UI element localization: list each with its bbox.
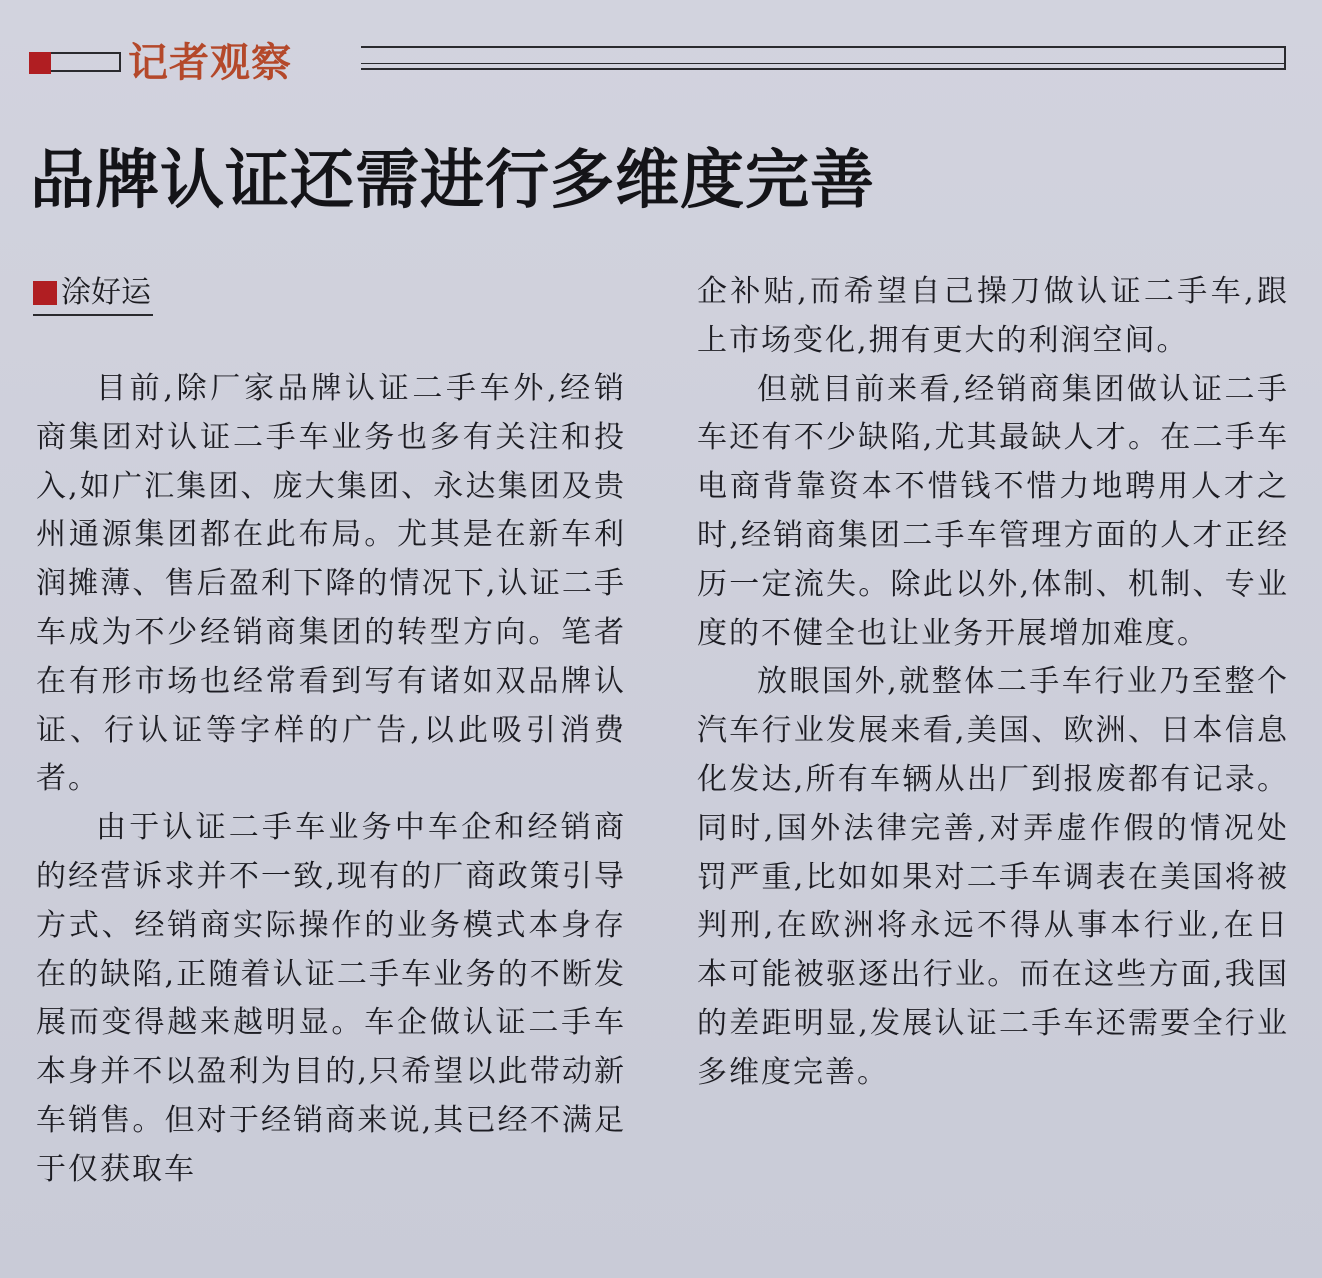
author-name: 涂好运 <box>61 275 151 310</box>
paragraph: 由于认证二手车业务中车企和经销商的经营诉求并不一致,现有的厂商政策引导方式、经销商实际操作的业务模式本身存在的缺陷,正随着认证二手车业务的不断发展而变得越来越明显。车企做认证二手车本身并不以盈利为目的,只希望以此带动新车销售。但对于经销商来说,其已经不满足于仅获取车 <box>36 810 626 1187</box>
paragraph: 放眼国外,就整体二手车行业乃至整个汽车行业发展来看,美国、欧洲、日本信息化发达,所有车辆从出厂到报废都有记录。同时,国外法律完善,对弄虚作假的情况处罚严重,比如如果对二手车调表在美国将被判刑,在欧洲将永远不得从事本行业,在日本可能被驱逐出行业。而在这些方面,我国的差距明显,发展认证二手车还需要全行业多维度完善。 <box>697 664 1289 1090</box>
author-marker-square <box>33 281 57 305</box>
section-rule <box>361 46 1286 70</box>
section-label: 记者观察 <box>128 40 292 86</box>
section-marker-square <box>29 52 51 74</box>
author-byline <box>33 272 153 316</box>
left-column <box>36 365 626 1195</box>
section-header <box>24 38 1286 88</box>
section-marker-outline <box>51 52 121 72</box>
right-column <box>697 268 1289 1098</box>
paragraph-continuation: 企补贴,而希望自己操刀做认证二手车,跟上市场变化,拥有更大的利润空间。 <box>697 274 1289 358</box>
article-headline: 品牌认证还需进行多维度完善 <box>30 143 875 218</box>
paragraph: 但就目前来看,经销商集团做认证二手车还有不少缺陷,尤其最缺人才。在二手车电商背靠资本不惜钱不惜力地聘用人才之时,经销商集团二手车管理方面的人才正经历一定流失。除此以外,体制、机制、专业度的不健全也让业务开展增加难度。 <box>697 371 1289 651</box>
paragraph: 目前,除厂家品牌认证二手车外,经销商集团对认证二手车业务也多有关注和投入,如广汇集团、庞大集团、永达集团及贵州通源集团都在此布局。尤其是在新车利润摊薄、售后盈利下降的情况下,认证二手车成为不少经销商集团的转型方向。笔者在有形市场也经常看到写有诸如双品牌认证、行认证等字样的广告,以此吸引消费者。 <box>36 371 626 797</box>
